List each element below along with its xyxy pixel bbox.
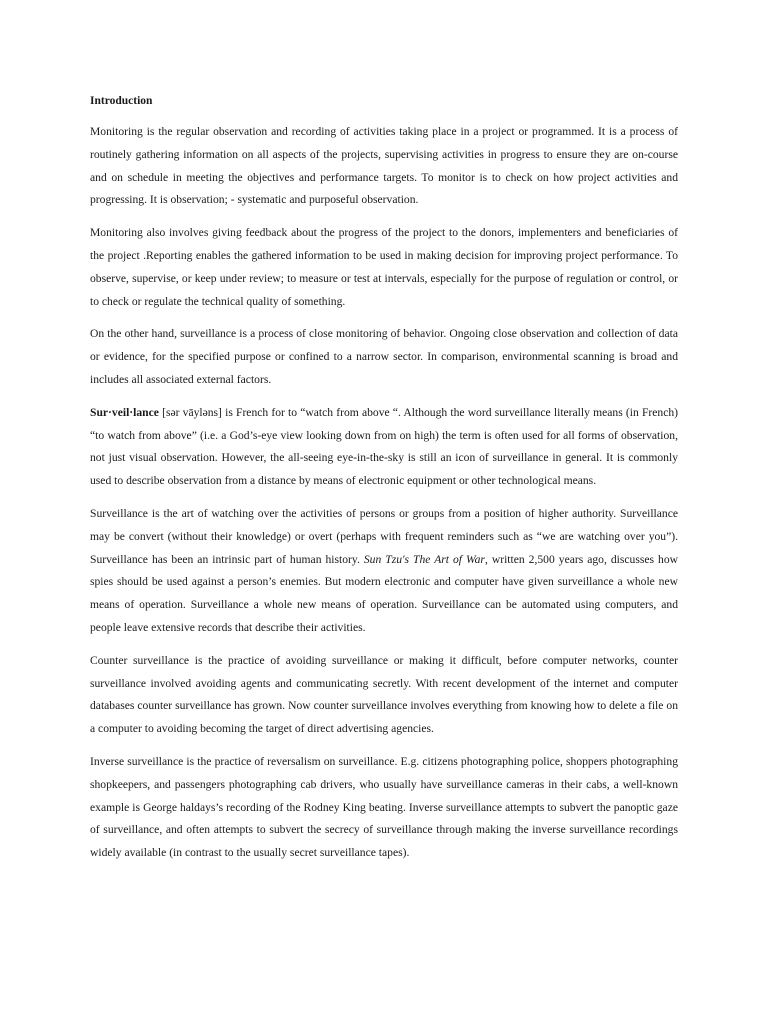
section-heading: Introduction — [90, 95, 153, 107]
paragraph-counter-surveillance: Counter surveillance is the practice of avoiding surveillance or making it difficult, before computer networks, counter surveillance involved avoiding agents and communicating secretly. With recent development of the internet and computer databases counter surveillance has grown. Now counter surveillance involves everything from knowing how to delete a file on a computer to avoiding becoming the target of direct advertising agencies. — [90, 653, 678, 736]
book-title: Sun Tzu's The Art of War — [363, 552, 485, 566]
paragraph-inverse-surveillance: Inverse surveillance is the practice of reversalism on surveillance. E.g. citizens photographing police, shoppers photographing shopkeepers, and passengers photographing cab drivers, who usually have surveillance cameras in their cabs, a well-known example is George haldays’s recording of the Rodney King beating. Inverse surveillance attempts to subvert the panoptic gaze of surveillance, and often attempts to subvert the secrecy of surveillance through making the inverse surveillance recordings widely available (in contrast to the usually secret surveillance tapes). — [90, 754, 678, 860]
paragraph-surveillance-history — [90, 503, 678, 640]
history-text-before: Surveillance is the art of watching over the activities of persons or groups from a position of higher authority. Surveillance may be convert (without their knowledge) or overt (perhaps with frequent reminders such as “we are watching over you”). Surveillance has been an intrinsic part of human history. — [90, 506, 678, 566]
paragraph-monitoring-definition: Monitoring is the regular observation and recording of activities taking place in a project or programmed. It is a process of routinely gathering information on all aspects of the projects, supervising activities in progress to ensure they are on-course and on schedule in meeting the objectives and performance targets. To monitor is to check on how project activities and progressing. It is observation; - systematic and purposeful observation. — [90, 125, 678, 207]
history-text-after: , written 2,500 years ago, discusses how spies should be used against a person’s enemies. But modern electronic and computer have given surveillance a whole new means of operation. Surveillance a whole new means of operation. Surveillance can be automated using computers, and people leave extensive records that describe their activities. — [90, 552, 679, 634]
term-surveillance: Sur·veil·lance — [90, 405, 159, 419]
document-page — [90, 91, 678, 875]
paragraph-surveillance-etymology — [90, 402, 678, 493]
paragraph-monitoring-feedback: Monitoring also involves giving feedback about the progress of the project to the donors, implementers and beneficiaries of the project .Reporting enables the gathered information to be used in making decision for improving project performance. To observe, supervise, or keep under review; to measure or test at intervals, especially for the purpose of regulation or control, or to check or regulate the technical quality of something. — [90, 226, 678, 308]
paragraph-etymology-text: [sər vāyləns] is French for to “watch from above “. Although the word surveillance literally means (in French) “to watch from above” (i.e. a God’s-eye view looking down from on high) the term is often used for all forms of observation, not just visual observation. However, the all-seeing eye-in-the-sky is still an icon of surveillance in general. It is commonly used to describe observation from a distance by means of electronic equipment or other technological means. — [90, 405, 678, 488]
paragraph-surveillance-definition: On the other hand, surveillance is a process of close monitoring of behavior. Ongoing close observation and collection of data or evidence, for the specified purpose or confined to a narrow sector. In comparison, environmental scanning is broad and includes all associated external factors. — [90, 327, 678, 386]
